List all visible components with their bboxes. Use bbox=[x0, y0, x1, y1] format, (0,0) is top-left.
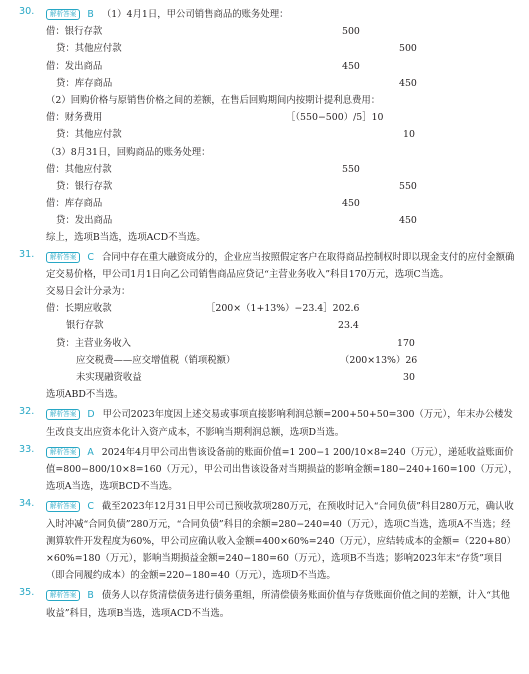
line-text: 贷：库存商品 bbox=[56, 77, 113, 89]
credit-amount: 450 bbox=[399, 215, 417, 227]
journal-line bbox=[46, 352, 519, 369]
line-text: （3）8月31日，回购商品的账务处理： bbox=[46, 146, 211, 158]
line-text: 贷：发出商品 bbox=[56, 215, 113, 227]
credit-amount: 450 bbox=[399, 77, 417, 89]
line-text: 选项ABD不当选。 bbox=[46, 389, 124, 401]
journal-line bbox=[46, 195, 519, 212]
line-text: 综上，选项B当选，选项ACD不当选。 bbox=[46, 232, 206, 244]
journal-line bbox=[46, 6, 519, 23]
explanation-paragraph bbox=[46, 406, 519, 440]
line-text: 银行存款 bbox=[66, 320, 104, 332]
line-text: （1）4月1日，甲公司销售商品的账务处理： bbox=[101, 9, 289, 20]
question-30 bbox=[19, 6, 519, 247]
question-number: 35. bbox=[19, 587, 35, 599]
debit-amount: 450 bbox=[342, 60, 360, 72]
journal-line bbox=[46, 161, 519, 178]
explanation-text: 债务人以存货清偿债务进行债务重组，所清偿债务账面价值与存货账面价值之间的差额，计入“其他收益”科目，选项B当选，选项ACD不当选。 bbox=[46, 590, 510, 619]
credit-amount: 550 bbox=[399, 180, 417, 192]
answer-letter: C bbox=[87, 501, 94, 513]
credit-amount: 500 bbox=[399, 43, 417, 55]
line-text: 贷：其他应付款 bbox=[56, 43, 122, 55]
credit-amount: 170 bbox=[397, 337, 415, 349]
journal-line bbox=[46, 23, 519, 40]
explanation-paragraph bbox=[46, 249, 519, 283]
debit-amount: 550 bbox=[342, 163, 360, 175]
question-number: 32. bbox=[19, 406, 35, 418]
answer-page bbox=[0, 6, 529, 622]
answer-badge: 解析答案 bbox=[46, 501, 80, 512]
question-32 bbox=[19, 406, 519, 440]
journal-line bbox=[46, 109, 519, 126]
line-text: 借：财务费用 bbox=[46, 112, 103, 124]
journal-line bbox=[46, 283, 519, 300]
question-34 bbox=[19, 498, 519, 584]
answer-badge: 解析答案 bbox=[46, 447, 80, 458]
question-number: 33. bbox=[19, 443, 35, 455]
answer-badge: 解析答案 bbox=[46, 590, 80, 601]
formula-amount: （200×13%）26 bbox=[340, 354, 418, 366]
line-text: 未实现融资收益 bbox=[76, 371, 142, 383]
debit-amount: 23.4 bbox=[338, 320, 359, 332]
answer-letter: B bbox=[87, 590, 94, 602]
answer-badge: 解析答案 bbox=[46, 409, 80, 420]
line-text: 借：其他应付款 bbox=[46, 163, 112, 175]
journal-line bbox=[46, 369, 519, 386]
journal-line bbox=[46, 92, 519, 109]
explanation-text: 截至2023年12月31日甲公司已预收款项280万元，在预收时记入“合同负债”科目280万元，确认收入时冲减“合同负债”280万元，“合同负债”科目的余额=280−240=40（万元），选项C当选，选项A不当选；经测算软件开发程度为60%，甲公司应确认收入金额=400×60%=240（万元），应结转成本的金额=（220+80）×60%=180（万元），影响当期损益金额=240−180=60（万元），选项B不当选；影响2023年末“存货”项目（即合同履约成本）的金额=220−180=40（万元），选项D不当选。 bbox=[46, 501, 516, 582]
question-31 bbox=[19, 248, 519, 404]
answer-letter: A bbox=[87, 446, 94, 458]
journal-line bbox=[46, 144, 519, 161]
explanation-paragraph bbox=[46, 498, 519, 584]
journal-line bbox=[46, 212, 519, 229]
formula-amount: ［（550−500）/5］10 bbox=[286, 112, 384, 124]
journal-line bbox=[46, 75, 519, 92]
question-number: 34. bbox=[19, 498, 35, 510]
journal-line bbox=[46, 229, 519, 246]
debit-amount: 450 bbox=[342, 198, 360, 210]
explanation-text: 2024年4月甲公司出售该设备前的账面价值=1 200−1 200/10×8=240（万元），递延收益账面价值=800−800/10×8=160（万元），甲公司出售该设备对当期损益的影响金额=180−240+160=100（万元），选项A当选，选项BCD不当选。 bbox=[46, 446, 518, 493]
line-text: 应交税费——应交增值税（销项税额） bbox=[76, 354, 236, 366]
explanation-text: 甲公司2023年度因上述交易或事项直接影响利润总额=200+50+50=300（万元），年末办公楼发生改良支出应资本化计入资产成本，不影响当期利润总额，选项D当选。 bbox=[46, 409, 513, 438]
journal-line bbox=[46, 178, 519, 195]
answer-badge: 解析答案 bbox=[46, 9, 80, 20]
line-text: 借：库存商品 bbox=[46, 198, 103, 210]
journal-line bbox=[46, 335, 519, 352]
explanation-paragraph bbox=[46, 444, 519, 496]
question-33 bbox=[19, 443, 519, 496]
answer-letter: B bbox=[87, 9, 94, 20]
credit-amount: 10 bbox=[403, 129, 415, 141]
explanation-paragraph bbox=[46, 587, 519, 621]
line-text: 交易日会计分录为： bbox=[46, 286, 131, 298]
formula-amount: ［200×（1+13%）−23.4］202.6 bbox=[206, 303, 360, 315]
journal-line bbox=[46, 386, 519, 403]
answer-letter: C bbox=[87, 251, 94, 263]
credit-amount: 30 bbox=[403, 371, 415, 383]
line-text: 贷：其他应付款 bbox=[56, 129, 122, 141]
explanation-text: 合同中存在重大融资成分的，企业应当按照假定客户在取得商品控制权时即以现金支付的应付金额确定交易价格，甲公司1月1日向乙公司销售商品应贷记“主营业务收入”科目170万元，选项C当选。 bbox=[46, 251, 515, 280]
line-text: 贷：银行存款 bbox=[56, 180, 113, 192]
journal-line bbox=[46, 126, 519, 143]
journal-line bbox=[46, 317, 519, 334]
debit-amount: 500 bbox=[342, 26, 360, 38]
line-text: 贷：主营业务收入 bbox=[56, 337, 132, 349]
line-text: 借：长期应收款 bbox=[46, 303, 112, 315]
answer-letter: D bbox=[87, 409, 95, 421]
journal-line bbox=[46, 300, 519, 317]
question-35 bbox=[19, 587, 519, 621]
line-text: 借：银行存款 bbox=[46, 26, 103, 38]
question-number: 30. bbox=[19, 6, 35, 17]
line-text: （2）回购价格与原销售价格之间的差额，在售后回购期间内按期计提利息费用： bbox=[46, 94, 381, 106]
question-number: 31. bbox=[19, 248, 35, 260]
line-text: 借：发出商品 bbox=[46, 60, 103, 72]
answer-badge: 解析答案 bbox=[46, 252, 80, 263]
journal-line bbox=[46, 58, 519, 75]
journal-line bbox=[46, 40, 519, 57]
